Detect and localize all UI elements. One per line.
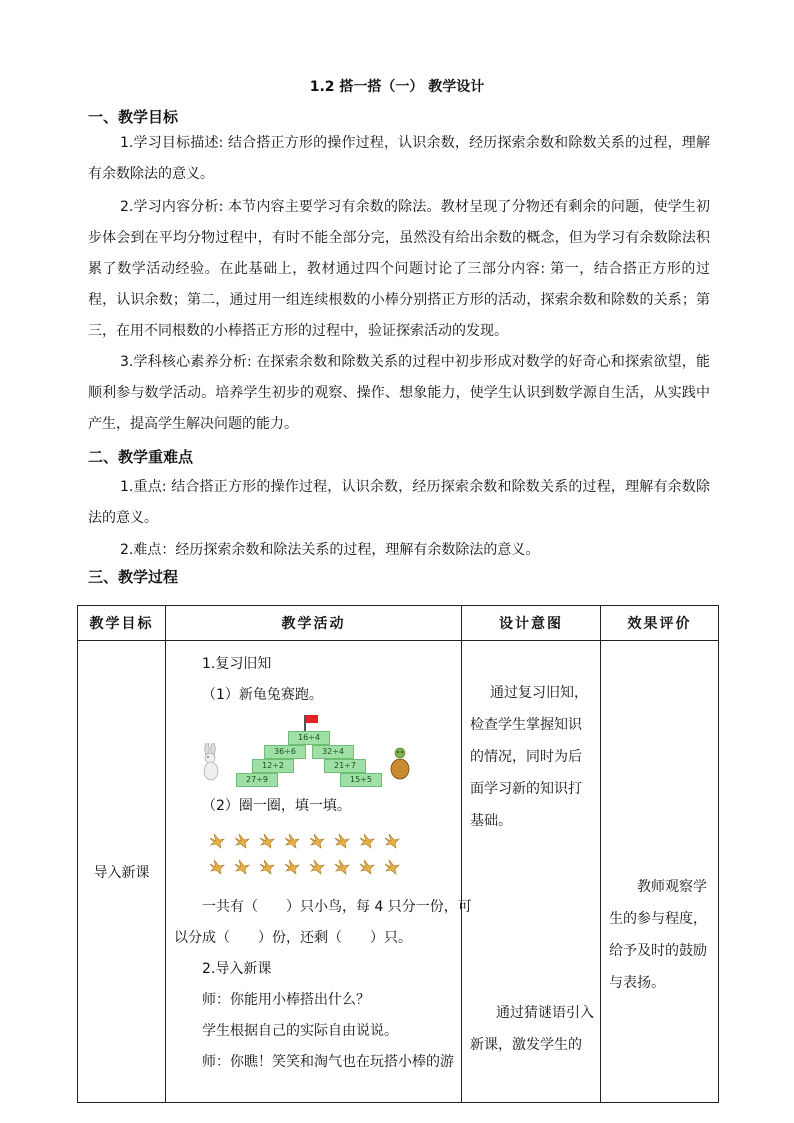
goal-cell: 导入新课 <box>78 641 166 1103</box>
turtle-icon <box>388 745 412 781</box>
keypoint-paragraph-2: 2.难点：经历探索余数和除法关系的过程，理解有余数除法的意义。 <box>120 542 540 558</box>
activity-line: 1.复习旧知 <box>202 656 272 672</box>
table-header-row <box>78 606 719 641</box>
bird-icon <box>233 858 251 876</box>
bird-icon <box>383 858 401 876</box>
goal-paragraph-3: 3.学科核心素养分析: 在探索余数和除数关系的过程中初步形成对数学的好奇心和探索欲望，能顺利参与数学活动。培养学生初步的观察、操作、想象能力，使学生认识到数学源自生活，从实践中产生，提高学生解决问题的能力。 <box>88 354 710 432</box>
bird-icon <box>383 832 401 850</box>
pyramid-block: 36÷6 <box>264 745 306 759</box>
section-heading-goals: 一、教学目标 <box>88 108 179 126</box>
header-design: 设计意图 <box>462 606 601 641</box>
table-row <box>78 641 719 1103</box>
bird-icon <box>258 858 276 876</box>
rabbit-icon <box>200 743 222 783</box>
goal-paragraph-2: 2.学习内容分析: 本节内容主要学习有余数的除法。教材呈现了分物还有剩余的问题，使学生初步体会到在平均分物过程中，有时不能全部分完，虽然没有给出余数的概念，但为学习有余数除法积累了数学活动经验。在此基础上，教材通过四个问题讨论了三部分内容: 第一，结合搭正方形的过程，认识余数；第二，通过用一组连续根数的小棒分别搭正方形的活动，探索余数和除数的关系；第三，在用不同根数的小棒搭正方形的过程中，验证探索活动的发现。 <box>88 199 710 339</box>
process-table <box>77 605 719 1103</box>
pyramid-block: 15÷5 <box>340 773 382 787</box>
goal-paragraph-1: 1.学习目标描述: 结合搭正方形的操作过程，认识余数，经历探索余数和除数关系的过程，理解有余数除法的意义。 <box>88 135 710 182</box>
activity-line: 师：你瞧！笑笑和淘气也在玩搭小棒的游 <box>202 1054 454 1070</box>
activity-line: 学生根据自己的实际自由说说。 <box>202 1023 398 1039</box>
flag-icon <box>306 715 318 723</box>
design-cell <box>462 641 601 1103</box>
activity-cell <box>166 641 472 1103</box>
keypoint-paragraph-1: 1.重点: 结合搭正方形的操作过程，认识余数，经历探索余数和除数关系的过程，理解有余数除法的意义。 <box>88 479 710 526</box>
activity-line: 一共有（ ）只小鸟，每 4 只分一份，可 <box>202 899 472 915</box>
activity-line: 2.导入新课 <box>202 961 272 977</box>
bird-icon <box>308 858 326 876</box>
header-goal: 教学目标 <box>78 606 166 641</box>
bird-icon <box>333 858 351 876</box>
activity-line: 师：你能用小棒搭出什么？ <box>202 992 370 1008</box>
pyramid-block: 16÷4 <box>288 731 330 745</box>
pyramid-block: 32÷4 <box>312 745 354 759</box>
activity-line: 以分成（ ）份，还剩（ ）只。 <box>174 930 412 946</box>
design-text-2: 通过猜谜语引入新课，激发学生的 <box>470 1005 594 1053</box>
evaluation-cell <box>601 641 719 1103</box>
bird-icon <box>358 832 376 850</box>
bird-icon <box>308 832 326 850</box>
header-activity: 教学活动 <box>166 606 462 641</box>
bird-icon <box>233 832 251 850</box>
activity-line: （1）新龟兔赛跑。 <box>202 687 323 703</box>
header-evaluation: 效果评价 <box>601 606 719 641</box>
bird-icon <box>358 858 376 876</box>
evaluation-text: 教师观察学生的参与程度，给予及时的鼓励与表扬。 <box>609 879 707 991</box>
section-heading-keypoints: 二、教学重难点 <box>88 448 194 466</box>
bird-icon <box>333 832 351 850</box>
bird-icon <box>208 832 226 850</box>
design-text-1: 通过复习旧知，检查学生掌握知识的情况，同时为后面学习新的知识打基础。 <box>470 685 588 829</box>
race-pyramid-image <box>200 715 430 787</box>
bird-icon <box>283 858 301 876</box>
pyramid-block: 12÷2 <box>252 759 294 773</box>
pyramid-block: 21÷7 <box>324 759 366 773</box>
page-title: 1.2 搭一搭（一） 教学设计 <box>309 79 485 95</box>
bird-icon <box>283 832 301 850</box>
bird-icon <box>258 832 276 850</box>
birds-image <box>208 832 418 884</box>
activity-line: （2）圈一圈，填一填。 <box>202 798 351 814</box>
bird-icon <box>208 858 226 876</box>
section-heading-process: 三、教学过程 <box>88 568 179 586</box>
pyramid-block: 27÷9 <box>236 773 278 787</box>
bird-row <box>208 858 418 884</box>
bird-row <box>208 832 418 858</box>
